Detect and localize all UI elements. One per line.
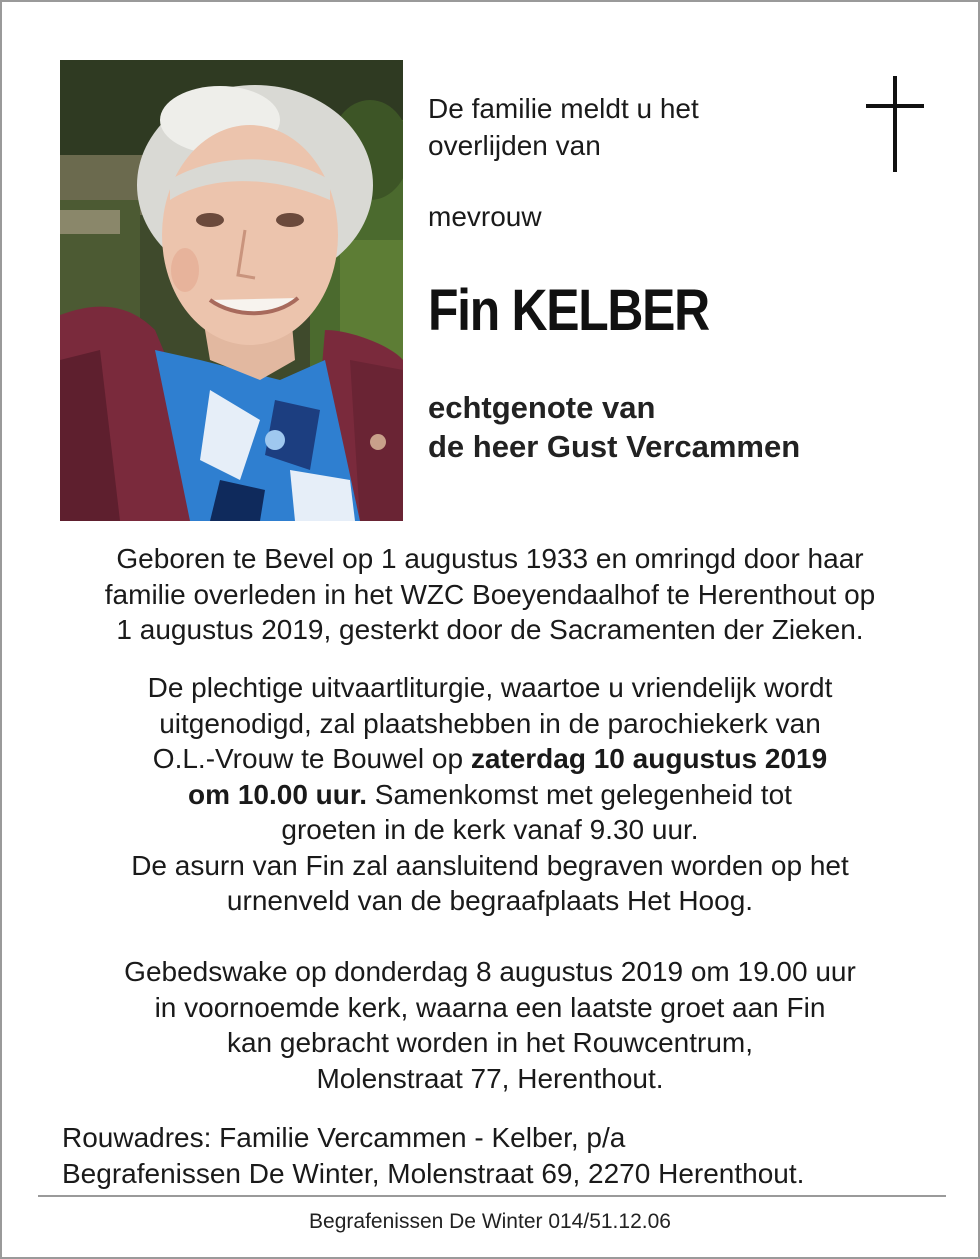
birth-death-paragraph	[42, 541, 938, 648]
spouse-text	[428, 388, 800, 466]
funeral-date: zaterdag 10 augustus 2019	[470, 743, 828, 774]
cross-icon	[866, 76, 924, 172]
spouse-line-1: echtgenote van	[428, 390, 656, 425]
funeral-line: De asurn van Fin zal aansluitend begraven worden op het	[131, 849, 849, 881]
footer-text: Begrafenissen De Winter 014/51.12.06	[309, 1210, 671, 1233]
vigil-line: Molenstraat 77, Herenthout.	[316, 1062, 664, 1094]
funeral-line	[42, 777, 938, 813]
footer-divider	[38, 1195, 946, 1197]
announcement-line-1: De familie meldt u het	[428, 93, 699, 124]
vigil-line: in voornoemde kerk, waarna een laatste groet aan Fin	[154, 991, 826, 1023]
funeral-line	[42, 741, 938, 777]
funeral-line: uitgenodigd, zal plaatshebben in de parochiekerk van	[159, 707, 821, 739]
funeral-line: urnenveld van de begraafplaats Het Hoog.	[226, 885, 754, 916]
portrait-photo	[60, 60, 403, 521]
announcement-text	[428, 90, 699, 164]
birth-line: familie overleden in het WZC Boeyendaalhof te Herenthout op	[104, 578, 876, 610]
vigil-line: kan gebracht worden in het Rouwcentrum,	[226, 1027, 754, 1058]
spouse-line-2: de heer Gust Vercammen	[428, 429, 801, 464]
birth-line: 1 augustus 2019, gesterkt door de Sacramenten der Zieken.	[116, 614, 864, 645]
funeral-line: De plechtige uitvaartliturgie, waartoe u vriendelijk wordt	[147, 672, 833, 703]
vigil-line: Gebedswake op donderdag 8 augustus 2019 om 19.00 uur	[124, 956, 856, 987]
honorific: mevrouw	[428, 201, 542, 232]
funeral-location: O.L.-Vrouw te Bouwel op	[152, 743, 471, 774]
vigil-paragraph	[42, 954, 938, 1096]
birth-line: Geboren te Bevel op 1 augustus 1933 en omringd door haar	[116, 543, 864, 574]
funeral-time: om 10.00 uur.	[188, 778, 368, 810]
funeral-line: groeten in de kerk vanaf 9.30 uur.	[281, 814, 699, 845]
mourning-address	[62, 1120, 804, 1191]
deceased-name: Fin KELBER	[428, 278, 709, 343]
gathering-text: Samenkomst met gelegenheid tot	[367, 778, 792, 810]
address-line-1: Rouwadres: Familie Vercammen - Kelber, p/a	[62, 1122, 626, 1153]
address-line-2: Begrafenissen De Winter, Molenstraat 69, 2270 Herenthout.	[62, 1157, 805, 1189]
announcement-line-2: overlijden van	[428, 130, 601, 161]
funeral-paragraph	[42, 670, 938, 919]
